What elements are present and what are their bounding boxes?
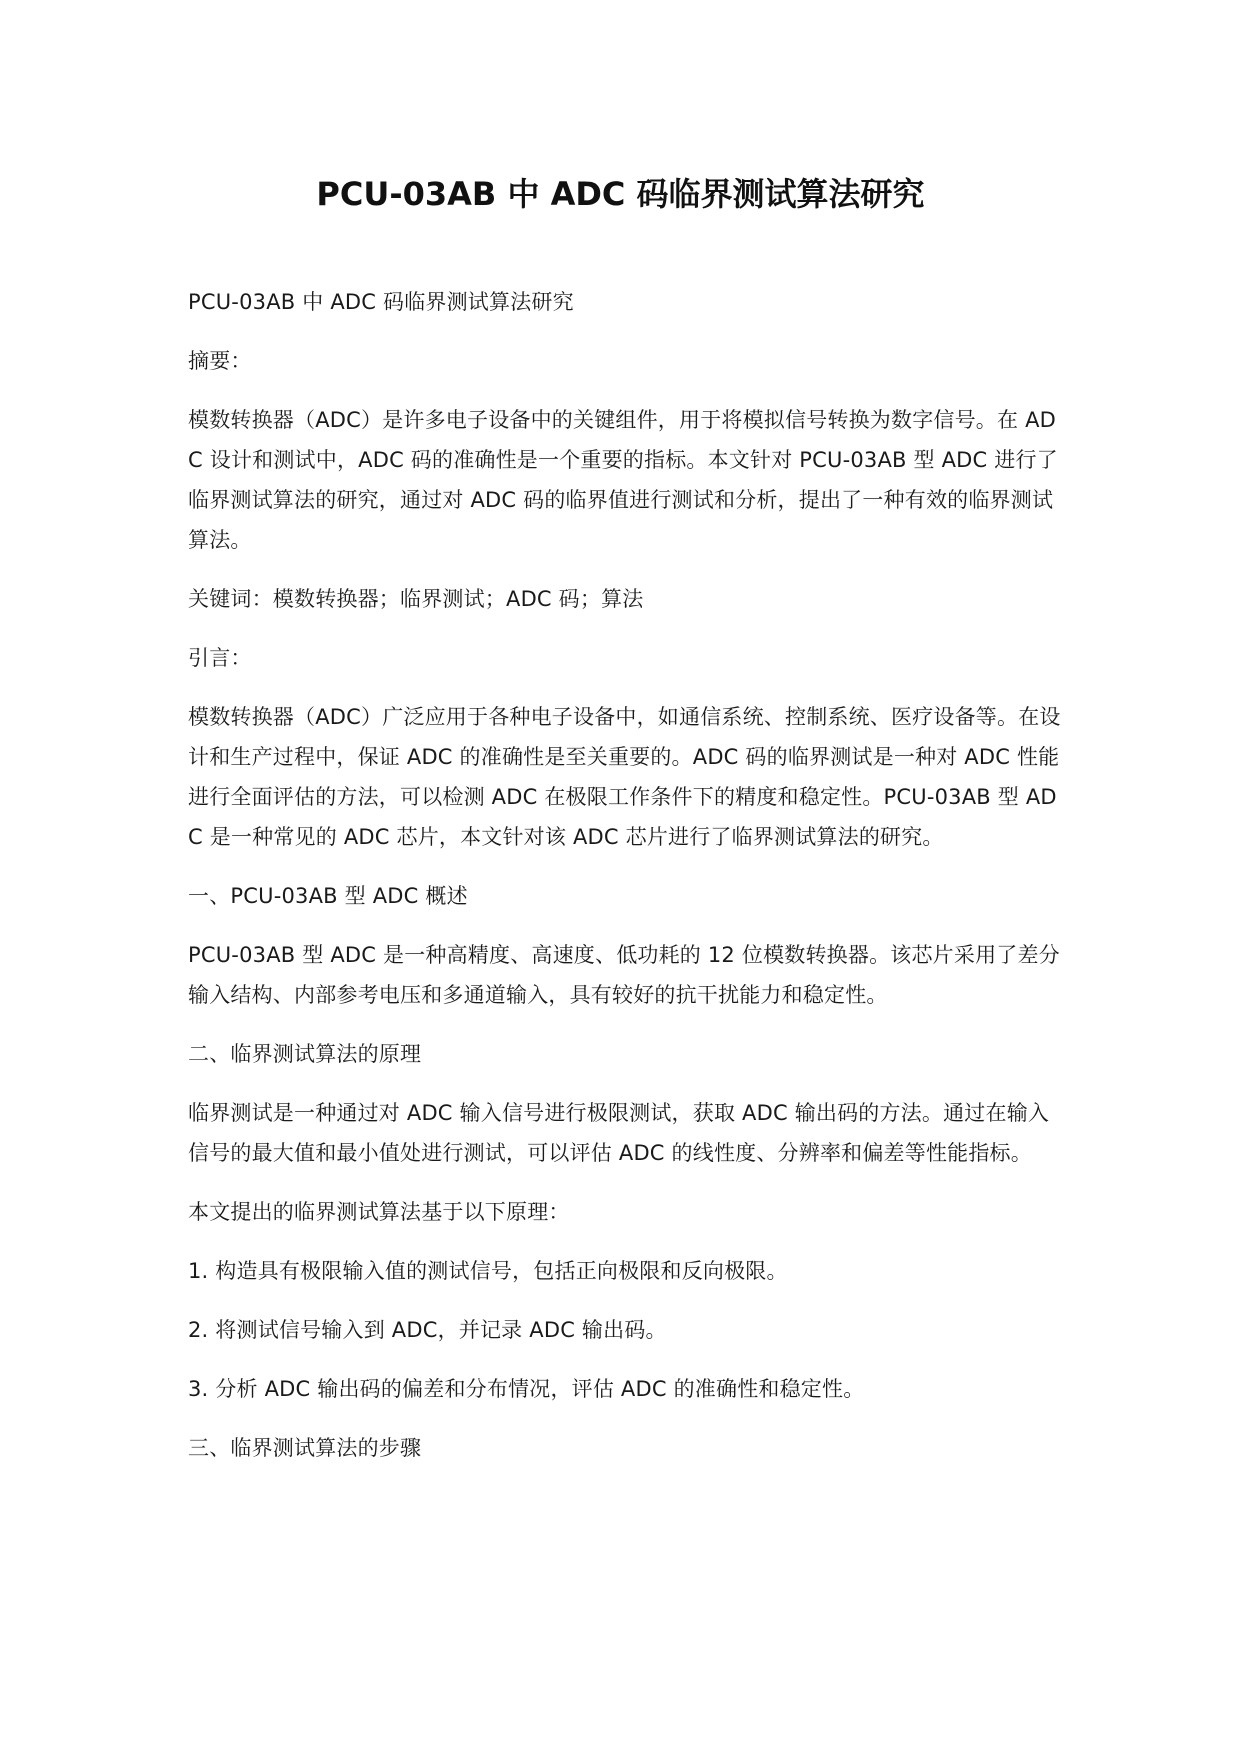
section-1-heading: 一、PCU-03AB 型 ADC 概述	[188, 884, 468, 908]
section-1-paragraph: PCU-03AB 型 ADC 是一种高精度、高速度、低功耗的 12 位模数转换器。该芯片采用了差分输入结构、内部参考电压和多通道输入，具有较好的抗干扰能力和稳定性。	[188, 943, 1060, 1007]
abstract-paragraph: 模数转换器（ADC）是许多电子设备中的关键组件，用于将模拟信号转换为数字信号。在 ADC 设计和测试中，ADC 码的准确性是一个重要的指标。本文针对 PCU-03AB 型 ADC 进行了临界测试算法的研究，通过对 ADC 码的临界值进行测试和分析，提出了一种有效的临界测试算法。	[188, 408, 1058, 552]
section-3-heading: 三、临界测试算法的步骤	[188, 1436, 422, 1460]
document-title: PCU-03AB 中 ADC 码临界测试算法研究	[316, 175, 925, 213]
subtitle-paragraph: PCU-03AB 中 ADC 码临界测试算法研究	[188, 290, 574, 314]
section-2-paragraph: 临界测试是一种通过对 ADC 输入信号进行极限测试，获取 ADC 输出码的方法。通过在输入信号的最大值和最小值处进行测试，可以评估 ADC 的线性度、分辨率和偏差等性能指标。	[188, 1101, 1050, 1165]
introduction-heading: 引言：	[188, 646, 252, 670]
introduction-paragraph: 模数转换器（ADC）广泛应用于各种电子设备中，如通信系统、控制系统、医疗设备等。在设计和生产过程中，保证 ADC 的准确性是至关重要的。ADC 码的临界测试是一种对 ADC 性能进行全面评估的方法，可以检测 ADC 在极限工作条件下的精度和稳定性。PCU-03AB 型 ADC 是一种常见的 ADC 芯片，本文针对该 ADC 芯片进行了临界测试算法的研究。	[188, 705, 1061, 849]
principle-item-2: 2. 将测试信号输入到 ADC，并记录 ADC 输出码。	[188, 1318, 667, 1342]
principle-item-1: 1. 构造具有极限输入值的测试信号，包括正向极限和反向极限。	[188, 1259, 788, 1283]
principle-intro-paragraph: 本文提出的临界测试算法基于以下原理：	[188, 1200, 570, 1224]
section-2-heading: 二、临界测试算法的原理	[188, 1042, 422, 1066]
document-body	[188, 282, 1068, 1487]
abstract-heading: 摘要：	[188, 349, 252, 373]
principle-item-3: 3. 分析 ADC 输出码的偏差和分布情况，评估 ADC 的准确性和稳定性。	[188, 1377, 865, 1401]
keywords-paragraph: 关键词：模数转换器；临界测试；ADC 码；算法	[188, 587, 644, 611]
